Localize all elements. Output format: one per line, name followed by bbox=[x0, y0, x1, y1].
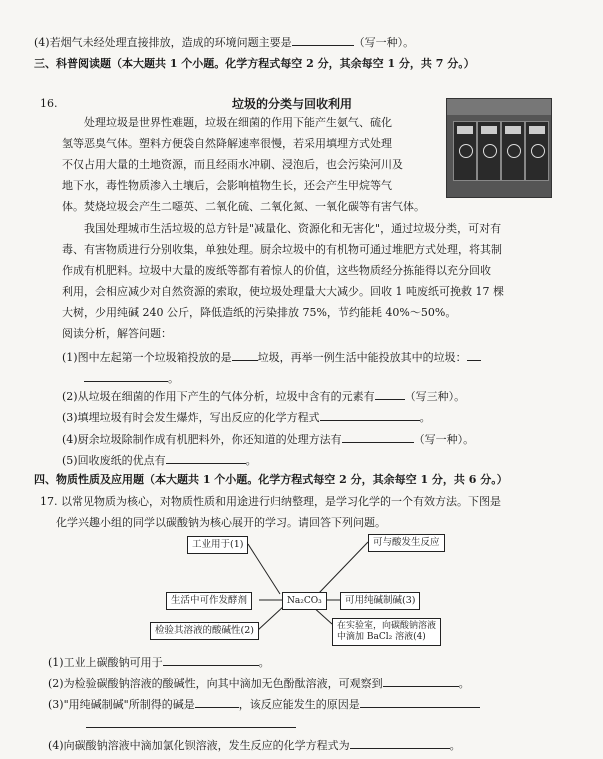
article-line: 处理垃圾是世界性难题，垃圾在细菌的作用下能产生氨气、硫化 bbox=[84, 116, 392, 129]
answer-blank[interactable] bbox=[383, 675, 459, 687]
concept-lab-bacl2: 在实验室，向碳酸钠溶液 中滴加 BaCl₂ 溶液(4) bbox=[332, 618, 441, 646]
concept-center-na2co3: Na₂CO₃ bbox=[282, 592, 327, 610]
q16-sub3: (3)填埋垃圾有时会发生爆炸，写出反应的化学方程式 。 bbox=[62, 411, 431, 424]
concept-test-alkalinity: 检验其溶液的酸碱性(2) bbox=[150, 622, 259, 640]
q17-sub1: (1)工业上碳酸钠可用于 。 bbox=[48, 656, 270, 669]
q17-intro-line1: 17. 以常见物质为核心，对物质性质和用途进行归纳整理，是学习化学的一个有效方法。下图是 bbox=[40, 495, 501, 508]
article-line: 利用，会相应减少对自然资源的索取，使垃圾处理量大大减少。回收 1 吨废纸可挽救 17 棵 bbox=[62, 285, 504, 298]
concept-leavening-agent: 生活中可作发酵剂 bbox=[166, 592, 252, 610]
q17-sub4: (4)向碳酸钠溶液中滴加氯化钡溶液，发生反应的化学方程式为 。 bbox=[48, 739, 461, 752]
article-line: 地下水，毒性物质渗入土壤后，会影响植物生长，还会产生甲烷等气 bbox=[62, 179, 392, 192]
section-3-heading: 三、科普阅读题（本大题共 1 个小题。化学方程式每空 2 分，其余每空 1 分，共 7 分。） bbox=[34, 57, 475, 70]
article-line: 我国处理城市生活垃圾的总方针是"减量化、资源化和无害化"，通过垃圾分类，可对有 bbox=[84, 222, 502, 235]
q17-sub3: (3)"用纯碱制碱"所制得的碱是 ，该反应能发生的原因是 bbox=[48, 696, 480, 712]
question-number: 16. bbox=[40, 97, 58, 110]
article-line: 大树，少用纯碱 240 公斤，降低造纸的污染排放 75%，节约能耗 40%～50%。 bbox=[62, 306, 457, 319]
article-title: 垃圾的分类与回收利用 bbox=[232, 97, 353, 111]
concept-make-alkali: 可用纯碱制碱(3) bbox=[340, 592, 420, 610]
answer-blank[interactable] bbox=[163, 654, 259, 666]
q16-sub5: (5)回收废纸的优点有 。 bbox=[62, 454, 257, 467]
q16-sub2: (2)从垃圾在细菌的作用下产生的气体分析，垃圾中含有的元素有 （写三种）。 bbox=[62, 390, 466, 403]
article-line: 不仅占用大量的土地资源，而且经雨水冲刷、浸泡后，也会污染河川及 bbox=[62, 158, 403, 171]
q17-intro-line2: 化学兴趣小组的同学以碳酸钠为核心展开的学习。请回答下列问题。 bbox=[56, 516, 386, 529]
q17-sub2: (2)为检验碳酸钠溶液的酸碱性，向其中滴加无色酚酞溶液，可观察到 。 bbox=[48, 677, 470, 690]
q16-sub1-cont: 。 bbox=[84, 370, 179, 386]
article-line: 作成有机肥料。垃圾中大量的废纸等都有着惊人的价值，这些物质经分拣能得以充分回收 bbox=[62, 264, 491, 277]
article-line: 氢等恶臭气体。塑料方便袋自然降解速率很慢，若采用填埋方式处理 bbox=[62, 137, 392, 150]
concept-industry-use: 工业用于(1) bbox=[187, 536, 248, 554]
q15-part4: (4)若烟气未经处理直接排放，造成的环境问题主要是 （写一种）。 bbox=[34, 36, 415, 49]
answer-blank[interactable] bbox=[195, 696, 239, 708]
article-line: 体。焚烧垃圾会产生二噁英、二氧化硫、二氧化氮、一氧化碳等有害气体。 bbox=[62, 200, 425, 213]
concept-react-with-acid: 可与酸发生反应 bbox=[368, 534, 445, 552]
reading-prompt: 阅读分析，解答问题： bbox=[62, 327, 172, 340]
answer-blank[interactable] bbox=[350, 737, 450, 749]
answer-blank[interactable] bbox=[360, 696, 480, 708]
article-line: 毒、有害物质进行分别收集，单独处理。厨余垃圾中的有机物可通过堆肥方式处理，将其制 bbox=[62, 243, 502, 256]
q16-sub1: (1)图中左起第一个垃圾箱投放的是 垃圾，再举一例生活中能投放其中的垃圾： bbox=[62, 349, 481, 365]
q16-sub4: (4)厨余垃圾除制作成有机肥料外，你还知道的处理方法有 （写一种）。 bbox=[62, 433, 475, 446]
answer-blank[interactable] bbox=[86, 716, 296, 728]
q17-sub3-cont bbox=[86, 716, 296, 732]
section-4-heading: 四、物质性质及应用题（本大题共 1 个小题。化学方程式每空 2 分，其余每空 1 分，共 6 分。） bbox=[34, 473, 508, 486]
